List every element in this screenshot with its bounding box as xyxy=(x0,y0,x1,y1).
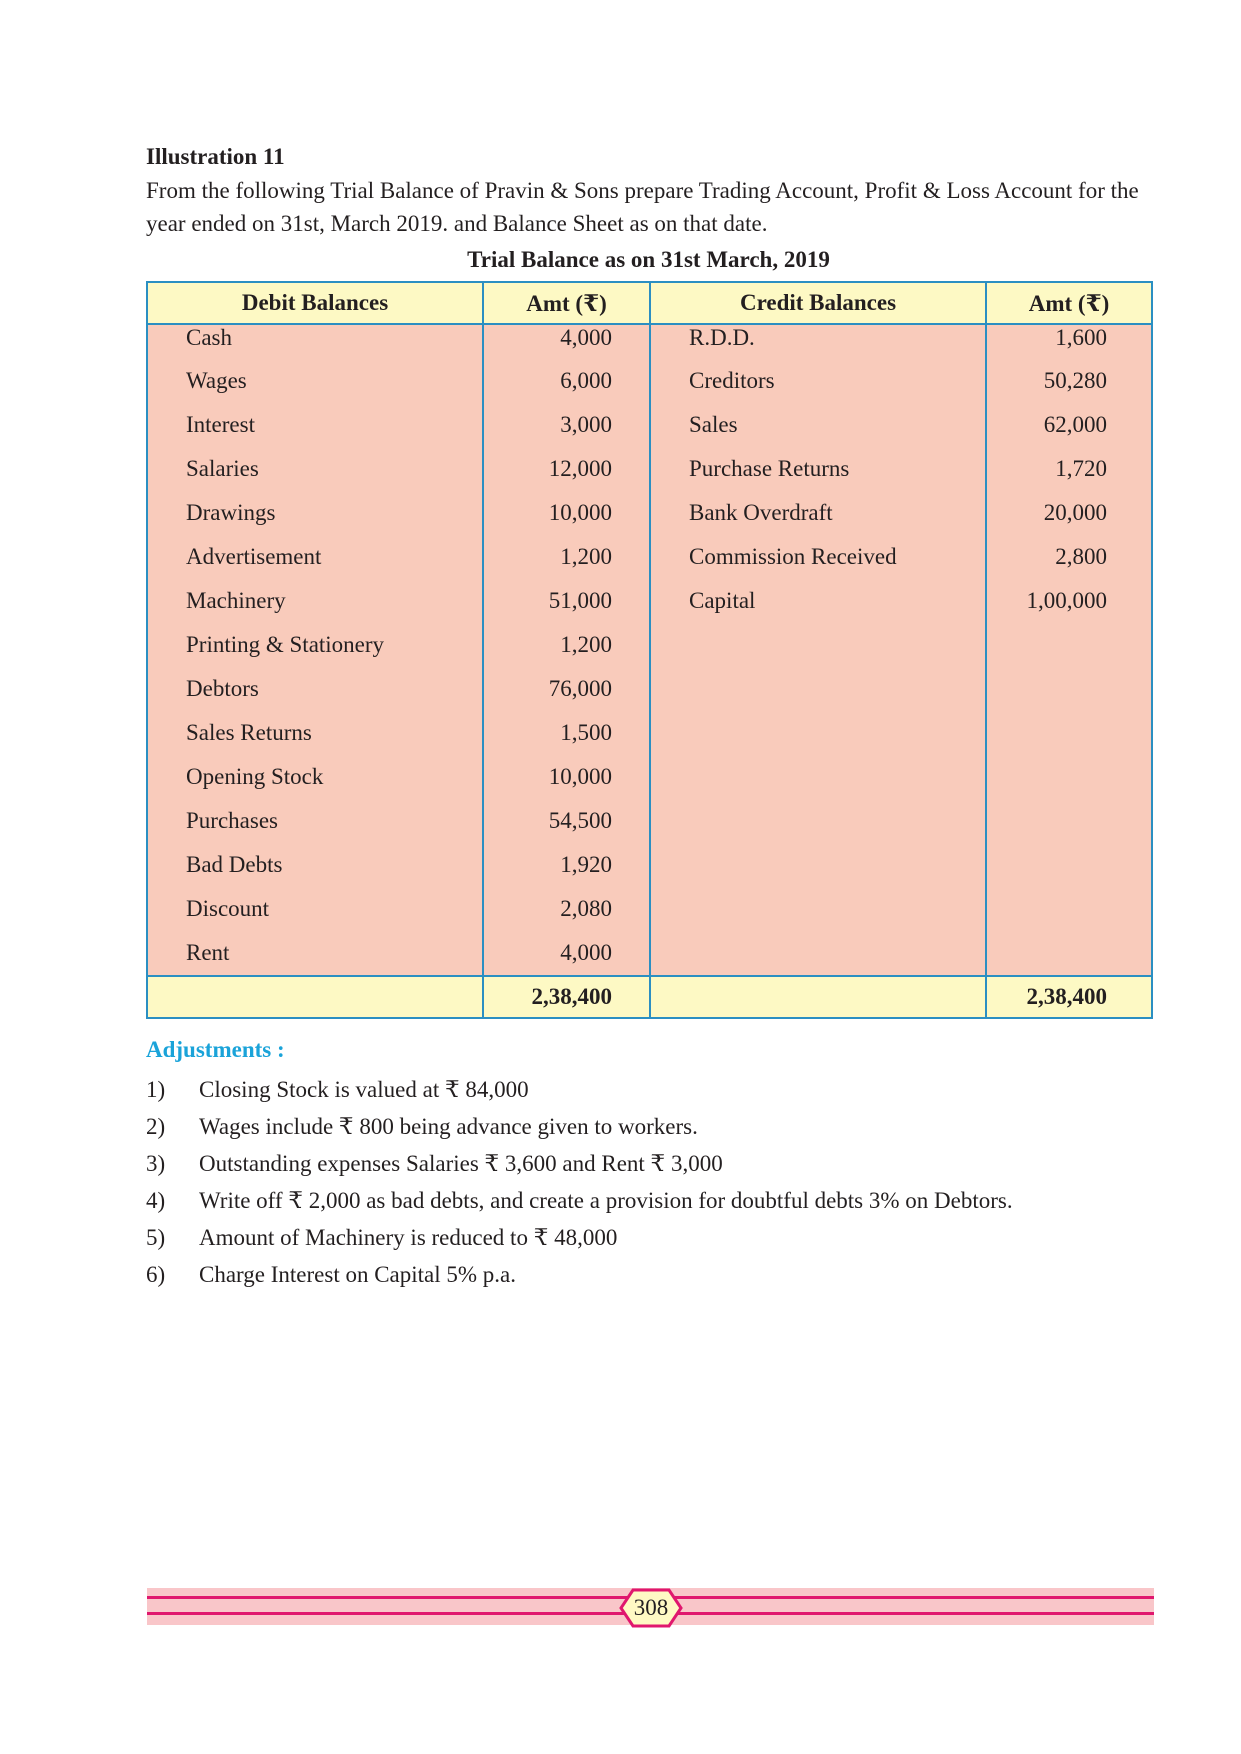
adjustment-number: 6) xyxy=(146,1262,166,1287)
list-item xyxy=(146,1071,1151,1108)
table-row xyxy=(147,535,1152,579)
debit-amount: 51,000 xyxy=(483,579,650,623)
adjustments-list xyxy=(146,1071,1151,1293)
adjustment-text: Closing Stock is valued at ₹ 84,000 xyxy=(199,1077,529,1102)
credit-name: Creditors xyxy=(650,359,986,403)
adjustment-number: 1) xyxy=(146,1077,166,1102)
table-row xyxy=(147,579,1152,623)
credit-amount: 62,000 xyxy=(986,403,1152,447)
debit-amount: 3,000 xyxy=(483,403,650,447)
credit-empty-cell xyxy=(650,623,986,667)
debit-amount: 12,000 xyxy=(483,447,650,491)
credit-empty-amount xyxy=(986,711,1152,755)
debit-name: Discount xyxy=(147,887,483,931)
total-row xyxy=(147,976,1152,1018)
debit-name: Wages xyxy=(147,359,483,403)
adjustments-title: Adjustments : xyxy=(146,1037,285,1062)
credit-name: Sales xyxy=(650,403,986,447)
debit-name: Opening Stock xyxy=(147,755,483,799)
adjustment-text: Charge Interest on Capital 5% p.a. xyxy=(199,1262,517,1287)
credit-empty-amount xyxy=(986,667,1152,711)
debit-amount: 4,000 xyxy=(483,931,650,976)
trial-balance-table xyxy=(146,281,1153,1019)
credit-amount: 1,720 xyxy=(986,447,1152,491)
debit-amount: 4,000 xyxy=(483,324,650,359)
debit-name: Interest xyxy=(147,403,483,447)
table-row xyxy=(147,843,1152,887)
adjustment-text: Amount of Machinery is reduced to ₹ 48,000 xyxy=(199,1225,618,1250)
table-row xyxy=(147,447,1152,491)
credit-empty-cell xyxy=(650,667,986,711)
credit-name: Purchase Returns xyxy=(650,447,986,491)
debit-name: Debtors xyxy=(147,667,483,711)
debit-amount: 1,920 xyxy=(483,843,650,887)
table-row xyxy=(147,931,1152,976)
debit-amount: 10,000 xyxy=(483,491,650,535)
credit-name: Capital xyxy=(650,579,986,623)
adjustment-text: Outstanding expenses Salaries ₹ 3,600 and Rent ₹ 3,000 xyxy=(199,1151,723,1176)
list-item xyxy=(146,1219,1151,1256)
debit-name: Bad Debts xyxy=(147,843,483,887)
debit-name: Drawings xyxy=(147,491,483,535)
credit-empty-amount xyxy=(986,799,1152,843)
table-row xyxy=(147,799,1152,843)
credit-amount: 1,600 xyxy=(986,324,1152,359)
header-credit-balances: Credit Balances xyxy=(650,282,986,324)
debit-amount: 76,000 xyxy=(483,667,650,711)
total-debit-label xyxy=(147,976,483,1018)
credit-empty-cell xyxy=(650,843,986,887)
table-row xyxy=(147,623,1152,667)
table-header-row xyxy=(147,282,1152,324)
total-credit-label xyxy=(650,976,986,1018)
illustration-intro: From the following Trial Balance of Pravin & Sons prepare Trading Account, Profit & Loss Account for the year ended on 31st, March 2019. and Balance Sheet as on that date. xyxy=(146,178,1139,236)
header-credit-amount: Amt (₹) xyxy=(986,282,1152,324)
credit-name: R.D.D. xyxy=(650,324,986,359)
credit-amount: 1,00,000 xyxy=(986,579,1152,623)
debit-name: Sales Returns xyxy=(147,711,483,755)
list-item xyxy=(146,1182,1151,1219)
debit-name: Cash xyxy=(147,324,483,359)
table-row xyxy=(147,887,1152,931)
list-item xyxy=(146,1256,1151,1293)
credit-empty-amount xyxy=(986,931,1152,976)
trial-balance-title: Trial Balance as on 31st March, 2019 xyxy=(467,247,830,272)
debit-amount: 6,000 xyxy=(483,359,650,403)
page-number: 308 xyxy=(633,1595,669,1620)
debit-amount: 1,200 xyxy=(483,623,650,667)
credit-name: Commission Received xyxy=(650,535,986,579)
header-debit-amount: Amt (₹) xyxy=(483,282,650,324)
table-row xyxy=(147,324,1152,359)
credit-amount: 2,800 xyxy=(986,535,1152,579)
header-debit-balances: Debit Balances xyxy=(147,282,483,324)
table-row xyxy=(147,403,1152,447)
credit-empty-amount xyxy=(986,887,1152,931)
debit-name: Advertisement xyxy=(147,535,483,579)
adjustment-number: 4) xyxy=(146,1188,166,1213)
debit-name: Machinery xyxy=(147,579,483,623)
adjustment-text: Wages include ₹ 800 being advance given to workers. xyxy=(199,1114,698,1139)
total-credit-amount: 2,38,400 xyxy=(986,976,1152,1018)
debit-name: Salaries xyxy=(147,447,483,491)
debit-amount: 1,200 xyxy=(483,535,650,579)
debit-name: Purchases xyxy=(147,799,483,843)
table-row xyxy=(147,755,1152,799)
table-row xyxy=(147,711,1152,755)
debit-name: Printing & Stationery xyxy=(147,623,483,667)
page-number-badge xyxy=(619,1588,683,1628)
credit-empty-cell xyxy=(650,799,986,843)
debit-amount: 10,000 xyxy=(483,755,650,799)
debit-amount: 2,080 xyxy=(483,887,650,931)
table-row xyxy=(147,491,1152,535)
list-item xyxy=(146,1145,1151,1182)
total-debit-amount: 2,38,400 xyxy=(483,976,650,1018)
adjustment-number: 3) xyxy=(146,1151,166,1176)
credit-amount: 20,000 xyxy=(986,491,1152,535)
credit-empty-amount xyxy=(986,843,1152,887)
credit-empty-cell xyxy=(650,887,986,931)
table-row xyxy=(147,359,1152,403)
page-content xyxy=(146,142,1151,1293)
debit-name: Rent xyxy=(147,931,483,976)
adjustment-number: 2) xyxy=(146,1114,166,1139)
illustration-title: Illustration 11 xyxy=(146,144,285,169)
credit-empty-cell xyxy=(650,711,986,755)
credit-empty-cell xyxy=(650,931,986,976)
table-row xyxy=(147,667,1152,711)
debit-amount: 1,500 xyxy=(483,711,650,755)
adjustment-number: 5) xyxy=(146,1225,166,1250)
credit-empty-amount xyxy=(986,755,1152,799)
credit-empty-cell xyxy=(650,755,986,799)
adjustment-text: Write off ₹ 2,000 as bad debts, and create a provision for doubtful debts 3% on Debtors. xyxy=(199,1188,1013,1213)
credit-name: Bank Overdraft xyxy=(650,491,986,535)
credit-amount: 50,280 xyxy=(986,359,1152,403)
debit-amount: 54,500 xyxy=(483,799,650,843)
list-item xyxy=(146,1108,1151,1145)
credit-empty-amount xyxy=(986,623,1152,667)
